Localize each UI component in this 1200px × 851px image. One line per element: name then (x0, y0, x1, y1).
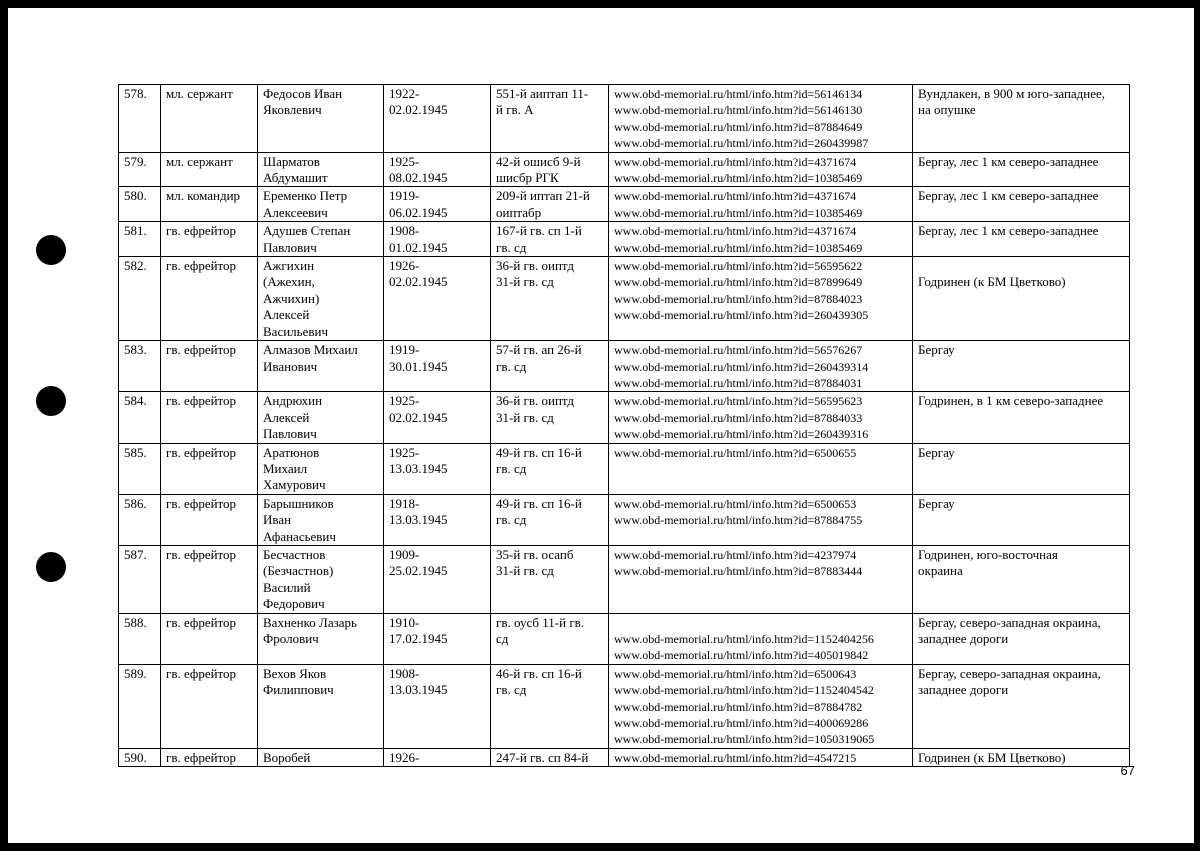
cell-line: 1919- (389, 188, 420, 204)
cell-dates (384, 187, 491, 222)
punch-hole (36, 235, 66, 265)
cell-unit (491, 613, 609, 664)
cell-name (258, 443, 384, 494)
cell-line: Бергау, северо-западная окраина, (918, 665, 1101, 681)
cell-line: Аратюнов (263, 444, 320, 460)
cell-line: Алмазов Михаил (263, 342, 358, 358)
cell-num: 584. (119, 392, 161, 443)
cell-rank: гв. ефрейтор (161, 494, 258, 545)
cell-dates (384, 152, 491, 187)
cell-line: 49-й гв. сп 16-й (496, 444, 582, 460)
table-row (119, 341, 1130, 392)
cell-line: 1908- (389, 223, 420, 239)
table-row (119, 187, 1130, 222)
record-link[interactable]: www.obd-memorial.ru/html/info.htm?id=87884033 (614, 410, 863, 425)
cell-unit (491, 222, 609, 257)
cell-unit (491, 85, 609, 153)
table-row (119, 664, 1130, 748)
cell-line: (Ажехин, (263, 274, 315, 290)
cell-line: Хамурович (263, 477, 326, 493)
cell-line: 01.02.1945 (389, 239, 448, 255)
record-link[interactable]: www.obd-memorial.ru/html/info.htm?id=1152404256 (614, 632, 874, 646)
cell-line: Годринен (к БМ Цветково) (918, 749, 1066, 765)
record-link[interactable]: www.obd-memorial.ru/html/info.htm?id=260439316 (614, 427, 869, 442)
cell-line: окраина (918, 563, 963, 579)
cell-line: 31-й гв. сд (496, 409, 554, 425)
cell-num: 579. (119, 152, 161, 187)
cell-unit (491, 392, 609, 443)
cell-place (913, 494, 1130, 545)
cell-line: оиптабр (496, 204, 542, 220)
record-link[interactable]: www.obd-memorial.ru/html/info.htm?id=87883444 (614, 564, 863, 579)
cell-dates (384, 545, 491, 613)
record-link[interactable]: www.obd-memorial.ru/html/info.htm?id=4237974 (614, 547, 857, 562)
cell-line: Павлович (263, 239, 317, 255)
cell-links (609, 222, 913, 257)
cell-unit (491, 494, 609, 545)
cell-line: 1925- (389, 153, 420, 169)
record-link[interactable]: www.obd-memorial.ru/html/info.htm?id=56595623 (614, 394, 863, 409)
record-link[interactable]: www.obd-memorial.ru/html/info.htm?id=260439305 (614, 308, 869, 323)
cell-dates (384, 222, 491, 257)
cell-line: Василий (263, 579, 311, 595)
cell-links (609, 545, 913, 613)
cell-unit (491, 257, 609, 341)
cell-num: 580. (119, 187, 161, 222)
record-link[interactable]: www.obd-memorial.ru/html/info.htm?id=10385469 (614, 205, 863, 220)
cell-line: 13.03.1945 (389, 682, 448, 698)
cell-num: 578. (119, 85, 161, 153)
cell-dates (384, 613, 491, 664)
document-page (8, 8, 1194, 843)
record-link[interactable]: www.obd-memorial.ru/html/info.htm?id=10385469 (614, 171, 863, 186)
cell-num: 587. (119, 545, 161, 613)
cell-line: 551-й аиптап 11- (496, 86, 589, 101)
table-row (119, 494, 1130, 545)
record-link[interactable]: www.obd-memorial.ru/html/info.htm?id=4371674 (614, 224, 857, 239)
cell-num: 590. (119, 748, 161, 766)
cell-line: 49-й гв. сп 16-й (496, 495, 582, 511)
cell-line: 02.02.1945 (389, 409, 448, 425)
cell-rank: гв. ефрейтор (161, 748, 258, 766)
cell-line: 35-й гв. осапб (496, 546, 574, 562)
cell-line: 31-й гв. сд (496, 563, 554, 579)
cell-line: гв. сд (496, 460, 527, 476)
record-link[interactable]: www.obd-memorial.ru/html/info.htm?id=6500643 (614, 666, 857, 681)
cell-line: Абдумашит (263, 170, 328, 186)
punch-hole (36, 552, 66, 582)
cell-links (609, 494, 913, 545)
cell-links (609, 85, 913, 153)
cell-rank: гв. ефрейтор (161, 443, 258, 494)
cell-place (913, 664, 1130, 748)
cell-rank: мл. командир (161, 187, 258, 222)
cell-rank: гв. ефрейтор (161, 392, 258, 443)
cell-line: 31-й гв. сд (496, 274, 554, 290)
cell-line: 1926- (389, 749, 420, 765)
record-link[interactable]: www.obd-memorial.ru/html/info.htm?id=10385469 (614, 240, 863, 255)
record-link[interactable]: www.obd-memorial.ru/html/info.htm?id=405019842 (614, 648, 869, 663)
record-link[interactable]: www.obd-memorial.ru/html/info.htm?id=56146130 (614, 103, 863, 118)
cell-line: Федорович (263, 596, 325, 612)
cell-num: 586. (119, 494, 161, 545)
cell-place (913, 222, 1130, 257)
table-row (119, 443, 1130, 494)
cell-rank: гв. ефрейтор (161, 545, 258, 613)
cell-rank: мл. сержант (161, 85, 258, 153)
cell-line: Вахненко Лазарь (263, 614, 357, 630)
cell-line: 25.02.1945 (389, 563, 448, 579)
cell-line: 1926- (389, 258, 420, 274)
cell-line: Бергау (918, 495, 955, 511)
record-link[interactable]: www.obd-memorial.ru/html/info.htm?id=87899649 (614, 275, 863, 290)
cell-place (913, 613, 1130, 664)
cell-line: 02.02.1945 (389, 102, 448, 118)
table-row (119, 222, 1130, 257)
cell-line: гв. сд (496, 358, 527, 374)
cell-links (609, 613, 913, 664)
cell-line: сд (496, 631, 509, 646)
cell-line: Бергау, лес 1 км северо-западнее (918, 188, 1099, 204)
cell-line: Годринен, в 1 км северо-западнее (918, 393, 1104, 409)
cell-line: 209-й иптап 21-й (496, 188, 590, 204)
cell-line: 13.03.1945 (389, 512, 448, 528)
cell-line: Бергау, лес 1 км северо-западнее (918, 153, 1099, 169)
cell-unit (491, 443, 609, 494)
cell-line: Алексей (263, 409, 310, 425)
record-link[interactable]: www.obd-memorial.ru/html/info.htm?id=4547215 (614, 750, 857, 765)
cell-line: Иванович (263, 358, 318, 374)
cell-name (258, 187, 384, 222)
cell-dates (384, 257, 491, 341)
record-link (614, 615, 907, 631)
cell-line: Васильевич (263, 323, 328, 339)
cell-line: 1925- (389, 444, 420, 460)
cell-unit (491, 187, 609, 222)
cell-rank: гв. ефрейтор (161, 613, 258, 664)
record-link[interactable]: www.obd-memorial.ru/html/info.htm?id=1050319065 (614, 732, 875, 747)
cell-rank: мл. сержант (161, 152, 258, 187)
cell-dates (384, 443, 491, 494)
cell-line: 08.02.1945 (389, 170, 448, 186)
cell-line: Филиппович (263, 682, 334, 698)
cell-line: Ажгихин (263, 258, 315, 274)
cell-name (258, 341, 384, 392)
cell-place (913, 748, 1130, 766)
cell-place (913, 443, 1130, 494)
record-link[interactable]: www.obd-memorial.ru/html/info.htm?id=260439987 (614, 136, 869, 151)
cell-place (913, 85, 1130, 153)
cell-name (258, 748, 384, 766)
cell-line: Алексей (263, 307, 310, 323)
record-link[interactable]: www.obd-memorial.ru/html/info.htm?id=1152404542 (614, 683, 874, 698)
cell-line: Бергау, лес 1 км северо-западнее (918, 223, 1099, 239)
records-table (118, 84, 1130, 767)
cell-line: (Безчастнов) (263, 563, 334, 579)
cell-line: Бергау (918, 342, 955, 358)
cell-line: 36-й гв. оиптд (496, 258, 575, 274)
record-link[interactable]: www.obd-memorial.ru/html/info.htm?id=4371674 (614, 154, 857, 169)
cell-line (918, 258, 1124, 274)
table-row (119, 748, 1130, 766)
record-link[interactable]: www.obd-memorial.ru/html/info.htm?id=87884649 (614, 119, 863, 134)
cell-dates (384, 494, 491, 545)
record-link[interactable]: www.obd-memorial.ru/html/info.htm?id=56576267 (614, 343, 863, 358)
record-link[interactable]: www.obd-memorial.ru/html/info.htm?id=56595622 (614, 259, 863, 274)
cell-line: Андрюхин (263, 393, 323, 409)
table-row (119, 152, 1130, 187)
table-row (119, 392, 1130, 443)
cell-links (609, 748, 913, 766)
cell-place (913, 187, 1130, 222)
cell-line: 1922- (389, 86, 420, 101)
cell-dates (384, 748, 491, 766)
cell-place (913, 545, 1130, 613)
cell-line: гв. сд (496, 239, 527, 255)
cell-links (609, 257, 913, 341)
cell-line: Барышников (263, 495, 334, 511)
cell-line: Шарматов (263, 153, 320, 169)
cell-line: 1908- (389, 665, 420, 681)
cell-name (258, 494, 384, 545)
cell-dates (384, 392, 491, 443)
cell-place (913, 152, 1130, 187)
cell-line: Федосов Иван (263, 86, 343, 101)
cell-line: Годринен (к БМ Цветково) (918, 274, 1066, 290)
cell-unit (491, 545, 609, 613)
cell-place (913, 257, 1130, 341)
cell-name (258, 222, 384, 257)
cell-rank: гв. ефрейтор (161, 222, 258, 257)
cell-links (609, 664, 913, 748)
record-link[interactable]: www.obd-memorial.ru/html/info.htm?id=87884782 (614, 699, 863, 714)
cell-line: Ажчихин) (263, 290, 320, 306)
cell-line: Бесчастнов (263, 546, 326, 562)
cell-name (258, 392, 384, 443)
cell-name (258, 85, 384, 153)
cell-line: Яковлевич (263, 102, 322, 118)
cell-line: 57-й гв. ап 26-й (496, 342, 582, 358)
cell-line: 167-й гв. сп 1-й (496, 223, 582, 239)
table-row (119, 545, 1130, 613)
cell-line: 06.02.1945 (389, 204, 448, 220)
cell-name (258, 545, 384, 613)
record-link[interactable]: www.obd-memorial.ru/html/info.htm?id=87884023 (614, 291, 863, 306)
record-link[interactable]: www.obd-memorial.ru/html/info.htm?id=260439314 (614, 359, 869, 374)
cell-line: гв. сд (496, 682, 527, 698)
cell-line: Вундлакен, в 900 м юго-западнее, (918, 86, 1106, 101)
cell-rank: гв. ефрейтор (161, 257, 258, 341)
cell-num: 585. (119, 443, 161, 494)
cell-unit (491, 152, 609, 187)
cell-line: гв. оусб 11-й гв. (496, 614, 585, 630)
cell-line: на опушке (918, 102, 976, 118)
table-row (119, 257, 1130, 341)
cell-place (913, 392, 1130, 443)
cell-line: 1910- (389, 614, 420, 630)
cell-line: Адушев Степан (263, 223, 351, 239)
cell-line: 1909- (389, 546, 420, 562)
cell-line: Афанасьевич (263, 528, 336, 544)
record-link[interactable]: www.obd-memorial.ru/html/info.htm?id=6500655 (614, 445, 857, 460)
cell-unit (491, 341, 609, 392)
cell-line: 46-й гв. сп 16-й (496, 665, 582, 681)
cell-line: Еременко Петр (263, 188, 348, 204)
cell-num: 589. (119, 664, 161, 748)
cell-line: 1919- (389, 342, 420, 358)
cell-line: 17.02.1945 (389, 631, 448, 646)
cell-line: гв. сд (496, 512, 527, 528)
cell-line: Михаил (263, 460, 308, 476)
cell-line: Бергау (918, 444, 955, 460)
cell-line: Вехов Яков (263, 665, 327, 681)
cell-name (258, 257, 384, 341)
cell-line: 36-й гв. оиптд (496, 393, 575, 409)
cell-links (609, 187, 913, 222)
record-link[interactable]: www.obd-memorial.ru/html/info.htm?id=400069286 (614, 716, 869, 731)
cell-line: шисбр РГК (496, 170, 559, 186)
punch-hole (36, 386, 66, 416)
cell-line: й гв. А (496, 102, 534, 118)
cell-num: 588. (119, 613, 161, 664)
cell-line: Алексеевич (263, 204, 328, 220)
record-link[interactable]: www.obd-memorial.ru/html/info.htm?id=87884031 (614, 375, 863, 390)
cell-line: Фролович (263, 631, 319, 646)
cell-line: 247-й гв. сп 84-й (496, 749, 589, 765)
cell-name (258, 152, 384, 187)
cell-links (609, 341, 913, 392)
cell-line: Павлович (263, 426, 317, 442)
cell-unit (491, 748, 609, 766)
record-link[interactable]: www.obd-memorial.ru/html/info.htm?id=87884755 (614, 513, 863, 528)
cell-name (258, 613, 384, 664)
cell-dates (384, 664, 491, 748)
table-row (119, 85, 1130, 153)
cell-line: 42-й ошисб 9-й (496, 153, 581, 169)
cell-line: 1925- (389, 393, 420, 409)
cell-line: Иван (263, 512, 292, 528)
cell-rank: гв. ефрейтор (161, 341, 258, 392)
cell-line: 30.01.1945 (389, 358, 448, 374)
cell-line: 02.02.1945 (389, 274, 448, 290)
cell-dates (384, 341, 491, 392)
cell-line: 13.03.1945 (389, 460, 448, 476)
cell-line: 1918- (389, 495, 420, 511)
table-row (119, 613, 1130, 664)
cell-line: Бергау, северо-западная окраина, (918, 614, 1101, 630)
cell-dates (384, 85, 491, 153)
cell-line: Воробей (263, 749, 311, 765)
cell-line: Годринен, юго-восточная (918, 546, 1058, 562)
cell-links (609, 443, 913, 494)
record-link[interactable]: www.obd-memorial.ru/html/info.htm?id=4371674 (614, 189, 857, 204)
cell-unit (491, 664, 609, 748)
record-link[interactable]: www.obd-memorial.ru/html/info.htm?id=6500653 (614, 496, 857, 511)
cell-links (609, 152, 913, 187)
cell-num: 581. (119, 222, 161, 257)
cell-num: 583. (119, 341, 161, 392)
page-number: 67 (1120, 763, 1135, 778)
cell-line: западнее дороги (918, 682, 1009, 698)
cell-num: 582. (119, 257, 161, 341)
cell-place (913, 341, 1130, 392)
cell-line: западнее дороги (918, 631, 1009, 646)
cell-links (609, 392, 913, 443)
cell-name (258, 664, 384, 748)
record-link[interactable]: www.obd-memorial.ru/html/info.htm?id=56146134 (614, 87, 863, 101)
cell-rank: гв. ефрейтор (161, 664, 258, 748)
